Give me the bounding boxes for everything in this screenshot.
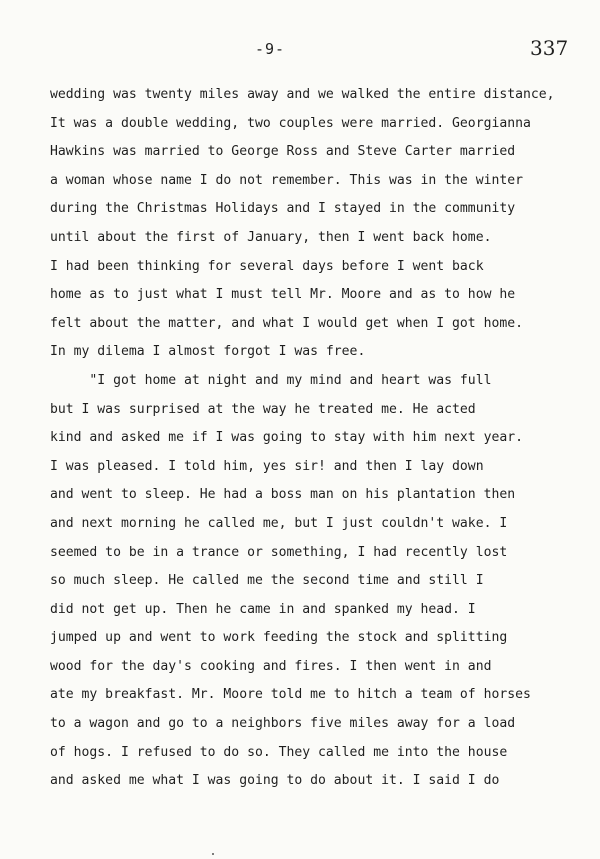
text-line: I was pleased. I told him, yes sir! and then I lay down [50,458,484,474]
text-line: did not get up. Then he came in and spanked my head. I [50,601,476,617]
text-line: until about the first of January, then I went back home. [50,229,492,245]
text-line: and next morning he called me, but I just couldn't wake. I [50,515,508,531]
text-line: so much sleep. He called me the second time and still I [50,573,484,589]
text-line: a woman whose name I do not remember. This was in the winter [50,172,523,188]
text-line: wood for the day's cooking and fires. I then went in and [50,658,492,674]
text-line: I had been thinking for several days before I went back [50,258,484,274]
ink-dot [212,853,214,855]
text-line: but I was surprised at the way he treated me. He acted [50,401,476,417]
text-line: to a wagon and go to a neighbors five miles away for a load [50,716,516,732]
text-line: In my dilema I almost forgot I was free. [50,344,366,360]
text-line: and asked me what I was going to do about it. I said I do [50,773,500,789]
text-line: home as to just what I must tell Mr. Moore and as to how he [50,287,516,303]
transcript-text [50,81,580,796]
page-number: -9- [255,40,286,58]
text-line: and went to sleep. He had a boss man on his plantation then [50,487,516,503]
text-line: seemed to be in a trance or something, I had recently lost [50,544,508,560]
folio-number: 337 [530,36,569,60]
text-line: jumped up and went to work feeding the stock and splitting [50,630,508,646]
text-line: wedding was twenty miles away and we walked the entire distance, [50,87,555,102]
text-line: of hogs. I refused to do so. They called me into the house [50,744,508,760]
text-line: during the Christmas Holidays and I stayed in the community [50,201,516,217]
text-line: "I got home at night and my mind and heart was full [50,372,492,388]
text-line: Hawkins was married to George Ross and Steve Carter married [50,144,516,160]
text-line: kind and asked me if I was going to stay with him next year. [50,430,523,446]
text-line: ate my breakfast. Mr. Moore told me to hitch a team of horses [50,687,531,703]
text-line: felt about the matter, and what I would get when I got home. [50,315,523,331]
text-line: It was a double wedding, two couples were married. Georgianna [50,115,531,131]
